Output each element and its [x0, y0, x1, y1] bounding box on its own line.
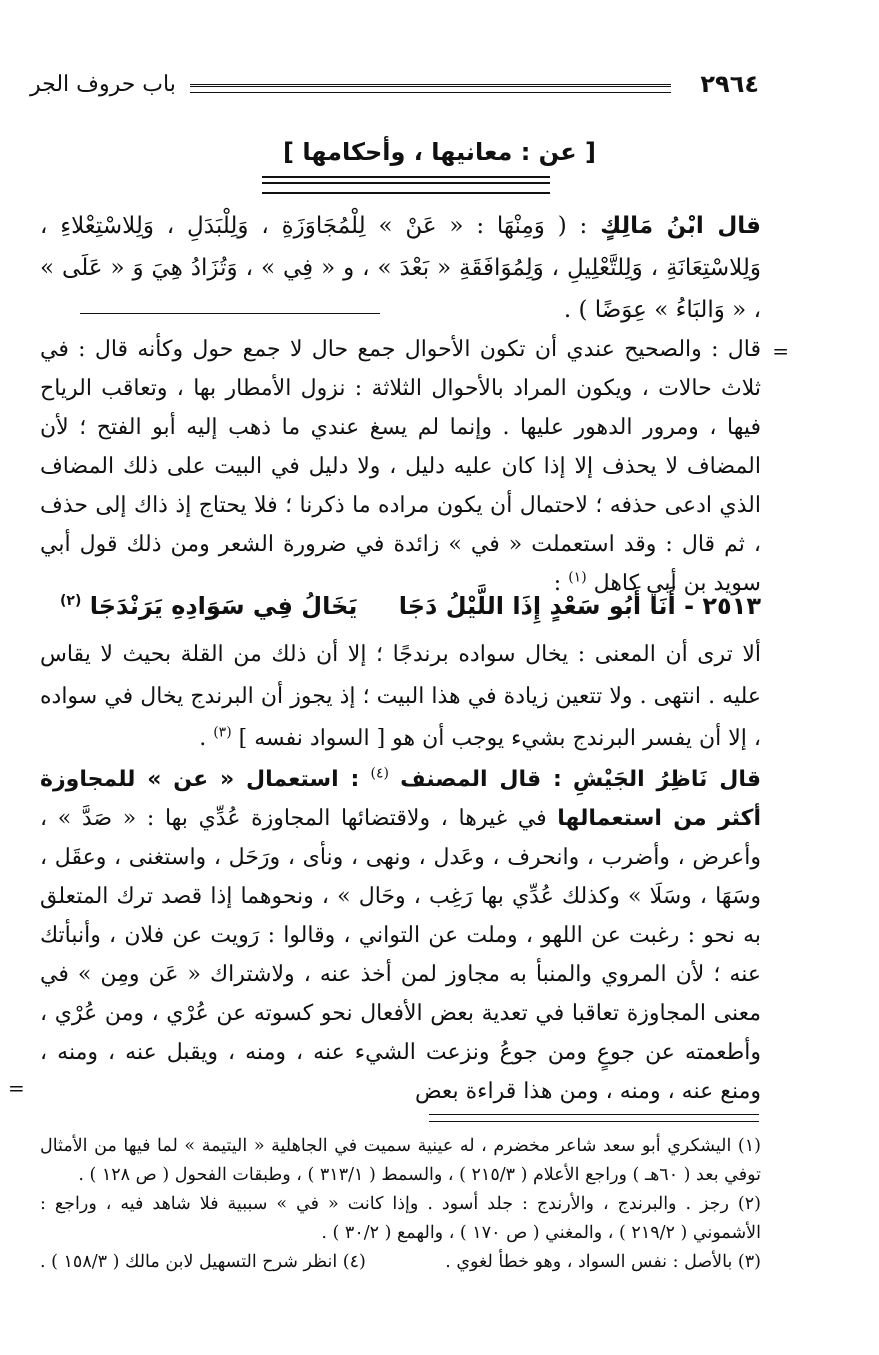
chapter-title: باب حروف الجر [30, 72, 176, 97]
footnote-ref-3[interactable]: (٣) [213, 724, 232, 741]
nazir-lead: : قال المصنف [400, 767, 562, 792]
poem-text: : ( وَمِنْهَا : « عَنْ » لِلْمُجَاوَزَةِ ، وَلِلْبَدَلِ ، وَلِلاسْتِعْلاءِ ، وَلِلاسْتِعَانَةِ ، وَلِلتَّعْلِيلِ ، وَلِمُوَافَقَةِ « بَعْدَ » ، و « فِي » ، وَتُزَادُ هِيَ وَ « عَلَى » ، « وَالبَاءُ » عِوَضًا ) . [40, 213, 761, 323]
header-rule [190, 84, 671, 93]
verse-hemistich-1: أَنَا أَبُو سَعْدٍ إِذَا اللَّيْلُ دَجَا [398, 592, 676, 620]
footnote-ref-1[interactable]: (١) [568, 569, 587, 586]
section-heading-rule [262, 176, 550, 194]
verse-line [60, 586, 761, 626]
footnote-4: (٤) انظر شرح التسهيل لابن مالك ( ١٥٨/٣ ) . [40, 1252, 366, 1272]
verse-number: ٢٥١٣ - [684, 592, 761, 620]
verse-hemistich-2: يَخَالُ فِي سَوَادِهِ يَرَنْدَجَا [89, 592, 358, 620]
after-verse-tail: . [199, 726, 207, 751]
nazir-commentary-block [8, 760, 762, 1111]
footnote-2: (٢) رجز . والبرندج ، والأرندج : جلد أسود . وإذا كانت « في » سببية فلا شاهد فيه ، وراجع : الأشموني ( ٢١٩/٢ ) ، والمغني ( ص ١٧٠ ) ، والهمع ( ٣٠/٢ ) . [40, 1194, 761, 1243]
nazir-bold-text: : استعمال « عن » للمجاوزة أكثر من استعمالها [40, 767, 761, 831]
footnote-row-3-4 [40, 1248, 761, 1277]
footnote-3: (٣) بالأصل : نفس السواد ، وهو خطأ لغوي . [445, 1252, 761, 1272]
commentary-text: قال : والصحيح عندي أن تكون الأحوال جمع حال لا جمع حول وكأنه قال : في ثلاث حالات ، ويكون المراد بالأحوال الثلاثة : نزول الأمطار بها ، وتعاقب الرياح فيها ، ومرور الدهور عليها . وإنما لم يسغ عندي ما ذهب إليه أبو الفتح ؛ لأن المضاف لا يحذف إلا إذا كان عليه دليل ، ولا دليل في البيت على ذلك المضاف الذي ادعى حذفه ؛ لاحتمال أن يكون مراده ما ذكرنا ؛ فلا يحتاج إذ ذاك إلى حذف ، ثم قال : وقد استعملت « في » زائدة في ضرورة الشعر ومن ذلك قول أبي سويد بن أبي كاهل [40, 337, 761, 596]
running-header [30, 70, 759, 114]
footnote-ref-2[interactable]: (٢) [60, 593, 82, 609]
page-number: ٢٩٦٤ [700, 70, 759, 98]
poem-author: قال ابْنُ مَالِكٍ [600, 213, 761, 239]
nazir-author: قال نَاظِرُ الجَيْشِ [572, 767, 762, 792]
after-verse-text: ألا ترى أن المعنى : يخال سواده برندجًا ؛ إلا أن ذلك من القلة بحيث لا يقاس عليه . انتهى . ولا تتعين زيادة في هذا البيت ؛ إذ يجوز أن البرندج يخال في سواده ، إلا أن يفسر البرندج بشيء يوجب أن هو [ السواد نفسه ] [40, 642, 761, 751]
after-verse-block [40, 634, 761, 760]
continuation-mark: = [772, 339, 789, 363]
commentary-block [40, 330, 789, 603]
footnote-rule [429, 1114, 759, 1122]
footnote-ref-4[interactable]: (٤) [370, 765, 389, 782]
footnotes [40, 1132, 761, 1277]
section-heading: [ عن : معانيها ، وأحكامها ] [283, 138, 596, 166]
commentary-tail: : [553, 571, 562, 596]
continuation-mark-end: = [8, 1076, 25, 1100]
nazir-text: في غيرها ، ولاقتضائها المجاوزة عُدِّي بها : « صَدَّ » ، وأعرض ، وأضرب ، وانحرف ، وعَدل ، ونهى ، ونأى ، ورَحَل ، واستغنى ، وعقَل ، وسَهَا ، وسَلَا » وكذلك عُدِّي بها رَغِب ، وحَال » ، ونحوهما إذا قصد ترك المتعلق به نحو : رغبت عن اللهو ، وملت عن التواني ، وقالوا : رَويت عن فلان ، وأنبأتك عنه ؛ لأن المروي والمنبأ به مجاوز لمن أخذ عنه ، ولاشتراك « عَن ومِن » في معنى المجاوزة تعاقبا في تعدية بعض الأفعال نحو كسوته عن عُرْي ، ومن عُرْي ، وأطعمته عن جوعٍ ومن جوعُ ونزعت الشيء عنه ، ومنه ، ويقبل عنه ، ومنه ، ومنع عنه ، ومنه ، ومن هذا قراءة بعض [40, 806, 762, 1104]
poem-separator-rule [80, 313, 380, 314]
footnote-1: (١) اليشكري أبو سعد شاعر مخضرم ، له عينية سميت في الجاهلية « اليتيمة » لما فيها من الأمثال توفي بعد ( ٦٠هـ ) وراجع الأعلام ( ٢١٥/٣ ) ، والسمط ( ٣١٣/١ ) ، وطبقات الفحول ( ص ١٢٨ ) . [40, 1136, 761, 1185]
